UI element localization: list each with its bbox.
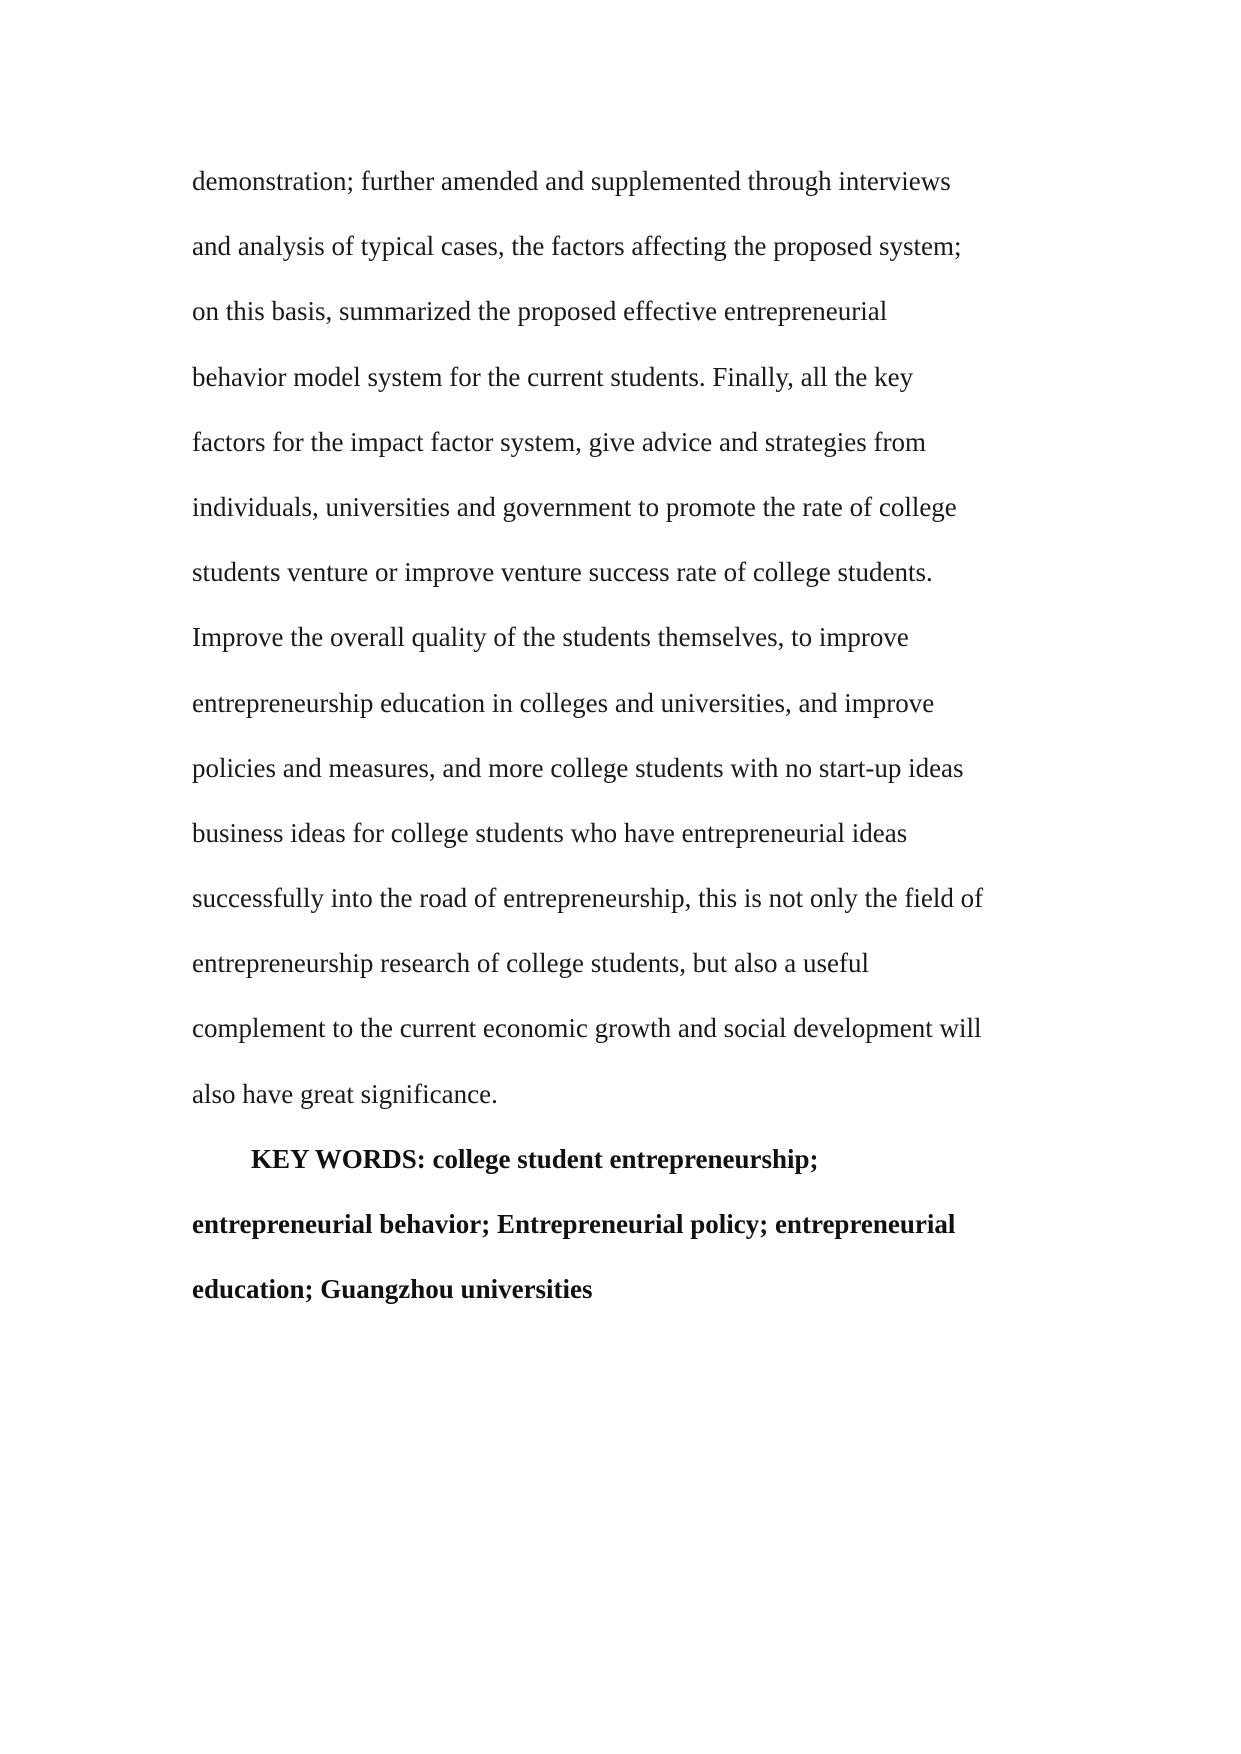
keywords-line: education; Guangzhou universities xyxy=(192,1274,593,1305)
abstract-line: entrepreneurship research of college students, but also a useful xyxy=(192,948,870,979)
abstract-line: successfully into the road of entrepreneurship, this is not only the field of xyxy=(192,883,984,914)
abstract-line: factors for the impact factor system, give advice and strategies from xyxy=(192,426,926,457)
abstract-line: behavior model system for the current students. Finally, all the key xyxy=(192,361,914,392)
abstract-line: on this basis, summarized the proposed effective entrepreneurial xyxy=(192,296,888,327)
abstract-line: Improve the overall quality of the students themselves, to improve xyxy=(192,622,909,653)
abstract-line: entrepreneurship education in colleges and universities, and improve xyxy=(192,687,935,718)
abstract-line: also have great significance. xyxy=(192,1078,498,1109)
abstract-line: policies and measures, and more college students with no start-up ideas xyxy=(192,752,964,783)
abstract-line: and analysis of typical cases, the factors affecting the proposed system; xyxy=(192,231,962,262)
keywords-heading-line: KEY WORDS: college student entrepreneurship; xyxy=(251,1143,819,1174)
abstract-body xyxy=(192,166,1072,1339)
abstract-line: demonstration; further amended and supplemented through interviews xyxy=(192,166,951,196)
abstract-line: complement to the current economic growth and social development will xyxy=(192,1013,982,1044)
abstract-line: business ideas for college students who have entrepreneurial ideas xyxy=(192,817,908,848)
keywords-line: entrepreneurial behavior; Entrepreneurial policy; entrepreneurial xyxy=(192,1209,956,1239)
abstract-line: individuals, universities and government to promote the rate of college xyxy=(192,491,957,522)
abstract-line: students venture or improve venture success rate of college students. xyxy=(192,557,933,588)
